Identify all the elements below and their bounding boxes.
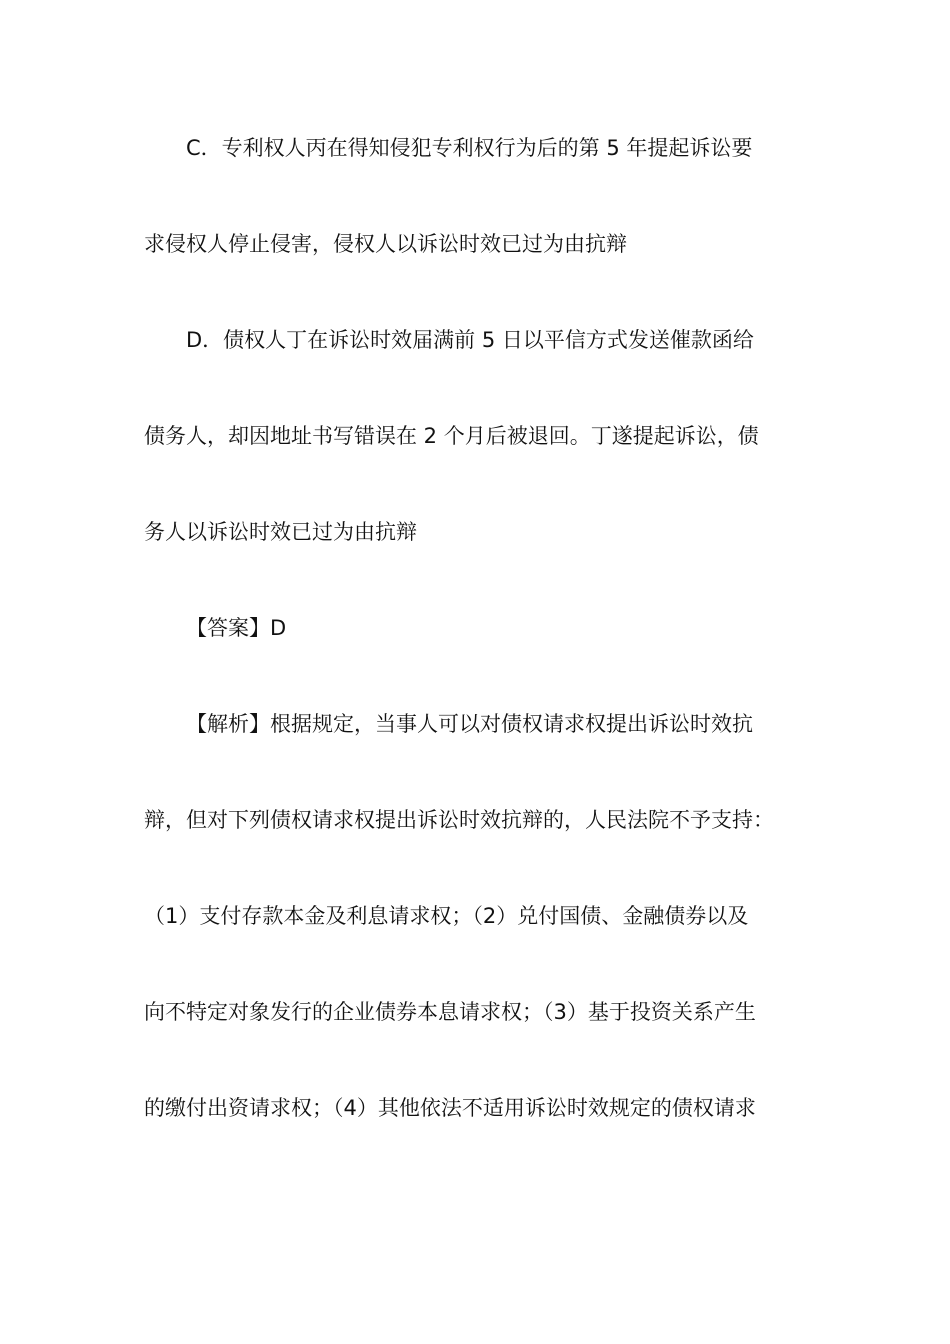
option-d-line-1: D．债权人丁在诉讼时效届满前 5 日以平信方式发送催款函给 bbox=[186, 328, 754, 352]
option-c-line-1: C．专利权人丙在得知侵犯专利权行为后的第 5 年提起诉讼要 bbox=[186, 136, 753, 160]
answer-line: 【答案】D bbox=[186, 616, 287, 640]
option-c-line-2: 求侵权人停止侵害，侵权人以诉讼时效已过为由抗辩 bbox=[144, 232, 627, 256]
option-d-line-3: 务人以诉讼时效已过为由抗辩 bbox=[144, 520, 417, 544]
analysis-line-1: 【解析】根据规定，当事人可以对债权请求权提出诉讼时效抗 bbox=[186, 712, 753, 736]
analysis-line-3: （1）支付存款本金及利息请求权；（2）兑付国债、金融债券以及 bbox=[144, 904, 749, 928]
analysis-line-2: 辩，但对下列债权请求权提出诉讼时效抗辩的，人民法院不予支持： bbox=[144, 808, 774, 832]
option-d-line-2: 债务人，却因地址书写错误在 2 个月后被退回。丁遂提起诉讼，债 bbox=[144, 424, 759, 448]
analysis-line-4: 向不特定对象发行的企业债券本息请求权；（3）基于投资关系产生 bbox=[144, 1000, 756, 1024]
analysis-line-5: 的缴付出资请求权；（4）其他依法不适用诉讼时效规定的债权请求 bbox=[144, 1096, 756, 1120]
